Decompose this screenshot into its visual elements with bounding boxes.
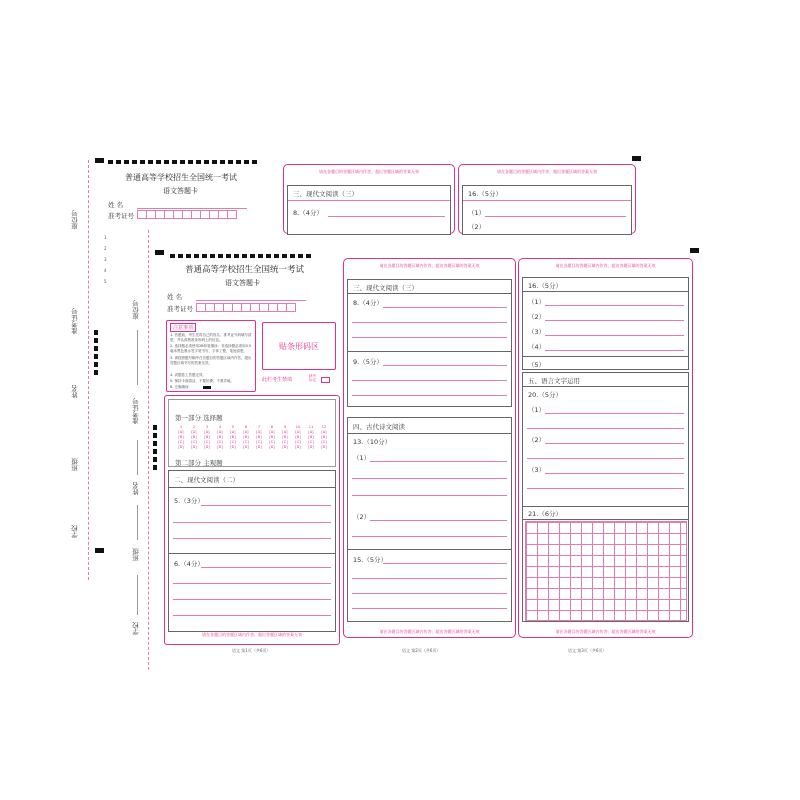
back-side-dashes bbox=[94, 330, 98, 375]
notes-item-3: 3. 请按照题号顺序在各题目的答题区域内作答，超出答题区域书写的答案无效。 bbox=[170, 356, 252, 365]
choice-bubble-12-d[interactable]: [D] bbox=[321, 445, 327, 449]
choice-bubble-8-b[interactable]: [B] bbox=[269, 435, 275, 439]
front-top-dashes bbox=[170, 254, 312, 258]
choice-bubble-2-b[interactable]: [B] bbox=[191, 435, 197, 439]
classical-title: 四、古代诗文阅读 bbox=[353, 423, 405, 431]
choice-bubble-9-a[interactable]: [A] bbox=[282, 430, 288, 434]
subjective-title: 第二部分 主观题 bbox=[175, 459, 223, 467]
q5-answer-line[interactable] bbox=[201, 505, 331, 506]
back-name-line bbox=[137, 208, 247, 209]
filled-mark-sample bbox=[203, 386, 211, 389]
front-corner-mark-tr bbox=[690, 248, 699, 253]
side-fill-line-2 bbox=[137, 440, 138, 475]
front-side-dashes bbox=[153, 425, 157, 470]
choice-title: 第一部分 选择题 bbox=[175, 414, 223, 422]
absent-mark-label: 缺考标记 bbox=[309, 374, 316, 382]
choice-bubble-8-c[interactable]: [C] bbox=[269, 440, 275, 444]
modern2-title: 二、现代文阅读（二） bbox=[174, 476, 239, 484]
choice-number: 3 bbox=[205, 425, 209, 429]
choice-number: 10 bbox=[295, 425, 301, 429]
footer-page-3: 语文 第3页（共6页） bbox=[568, 648, 607, 653]
choice-bubble-5-a[interactable]: [A] bbox=[230, 430, 236, 434]
choice-column-1 bbox=[175, 425, 187, 450]
back-q16: 16.（5分） bbox=[468, 190, 502, 198]
choice-number: 11 bbox=[308, 425, 314, 429]
choice-bubble-7-d[interactable]: [D] bbox=[256, 445, 262, 449]
q-section-modern3 bbox=[347, 279, 512, 407]
choice-bubble-10-a[interactable]: [A] bbox=[295, 430, 301, 434]
q16-5-label: （5） bbox=[528, 361, 546, 369]
q-section-language bbox=[522, 372, 689, 622]
choice-bubble-1-c[interactable]: [C] bbox=[178, 440, 184, 444]
choice-bubble-10-c[interactable]: [C] bbox=[295, 440, 301, 444]
choice-bubble-4-d[interactable]: [D] bbox=[217, 445, 223, 449]
choice-bubble-11-d[interactable]: [D] bbox=[308, 445, 314, 449]
q16-3-label: （3） bbox=[528, 328, 546, 336]
id-label: 准考证号 bbox=[167, 305, 193, 313]
choice-number: 9 bbox=[283, 425, 287, 429]
notes-item-1: 1. 答题前，考生先将自己的姓名、准考证号码填写清楚，并认真核准条形码上的信息。 bbox=[170, 333, 252, 342]
choice-bubble-6-b[interactable]: [B] bbox=[243, 435, 249, 439]
choice-bubble-9-c[interactable]: [C] bbox=[282, 440, 288, 444]
absent-label: 此栏考生禁填 bbox=[262, 377, 293, 383]
choice-bubble-3-c[interactable]: [C] bbox=[204, 440, 210, 444]
choice-bubble-6-c[interactable]: [C] bbox=[243, 440, 249, 444]
side-fill-line-4 bbox=[137, 575, 138, 615]
q9-answer-line[interactable] bbox=[383, 365, 507, 366]
back-col2-note: 请在各题目的答题区域内作答，超出答题区域的答案无效 bbox=[319, 169, 419, 174]
choice-bubble-4-c[interactable]: [C] bbox=[217, 440, 223, 444]
q9-label: 9.（5分） bbox=[353, 358, 383, 366]
back-side-seat: 座位号 bbox=[71, 210, 79, 230]
choice-column-11 bbox=[305, 425, 317, 450]
choice-column-10 bbox=[292, 425, 304, 450]
q20-1-label: （1） bbox=[528, 406, 546, 414]
footer-page-1: 语文 第1页（共6页） bbox=[232, 648, 271, 653]
notes-item-4: 4. 试题卷上答题无效。 bbox=[170, 373, 206, 377]
back-card-title: 语文答题卡 bbox=[163, 187, 198, 195]
choice-bubble-3-d[interactable]: [D] bbox=[204, 445, 210, 449]
choice-bubble-1-a[interactable]: [A] bbox=[178, 430, 184, 434]
q15-label: 15.（5分） bbox=[353, 556, 387, 564]
choice-bubble-11-a[interactable]: [A] bbox=[308, 430, 314, 434]
choice-number: 8 bbox=[270, 425, 274, 429]
q6-label: 6.（4分） bbox=[174, 560, 204, 568]
back-q-modern3: 三、现代文阅读（三） bbox=[293, 190, 358, 198]
choice-bubble-9-d[interactable]: [D] bbox=[282, 445, 288, 449]
choice-bubble-6-d[interactable]: [D] bbox=[243, 445, 249, 449]
choice-column-9 bbox=[279, 425, 291, 450]
choice-number: 12 bbox=[321, 425, 327, 429]
footer-page-2: 语文 第2页（共6页） bbox=[402, 648, 441, 653]
choice-bubble-grid bbox=[175, 425, 335, 461]
back-exam-title: 普通高等学校招生全国统一考试 bbox=[125, 173, 237, 182]
back-side-school: 学校 bbox=[71, 525, 79, 538]
choice-bubble-12-b[interactable]: [B] bbox=[321, 435, 327, 439]
front-sheet-fold-line bbox=[148, 230, 149, 670]
choice-bubble-11-b[interactable]: [B] bbox=[308, 435, 314, 439]
q15-answer-line[interactable] bbox=[383, 563, 507, 564]
choice-bubble-1-d[interactable]: [D] bbox=[178, 445, 184, 449]
col1-bottom-note: 请在各题目的答题区域内作答，超出答题区域的答案无效 bbox=[202, 632, 302, 637]
back-corner-mark-tl bbox=[95, 158, 104, 163]
notes-item-6: 6. 正确填涂 bbox=[170, 385, 189, 389]
back-id-cells bbox=[137, 210, 236, 219]
back-side-class: 班级 bbox=[71, 458, 79, 471]
name-label: 姓 名 bbox=[167, 293, 183, 301]
back-col3-box bbox=[458, 164, 636, 234]
choice-bubble-7-a[interactable]: [A] bbox=[256, 430, 262, 434]
choice-bubble-10-b[interactable]: [B] bbox=[295, 435, 301, 439]
q20-3-label: （3） bbox=[528, 466, 546, 474]
q16-label: 16.（5分） bbox=[528, 282, 562, 290]
choice-bubble-7-c[interactable]: [C] bbox=[256, 440, 262, 444]
q21-label: 21.（6分） bbox=[528, 510, 562, 518]
choice-bubble-7-b[interactable]: [B] bbox=[256, 435, 262, 439]
back-col2-inner bbox=[287, 185, 451, 235]
col2-top-note: 请在各题目的答题区域内作答，超出答题区域的答案无效 bbox=[379, 263, 480, 268]
q-section-modern2 bbox=[168, 470, 336, 632]
back-id-label: 准考证号 bbox=[108, 212, 134, 220]
modern3-title: 三、现代文阅读（三） bbox=[353, 284, 418, 292]
language-title: 五、语言文字运用 bbox=[528, 377, 580, 385]
side-label-seat-no: 座位号 bbox=[132, 300, 140, 320]
back-top-dashes bbox=[108, 160, 258, 164]
q6-answer-line[interactable] bbox=[201, 567, 331, 568]
q13-1-label: （1） bbox=[353, 454, 371, 462]
choice-bubble-5-b[interactable]: [B] bbox=[230, 435, 236, 439]
choice-bubble-12-a[interactable]: [A] bbox=[321, 430, 327, 434]
q13-label: 13.（10分） bbox=[353, 438, 392, 446]
back-corner-mark-tr bbox=[632, 156, 641, 161]
front-corner-mark-tl bbox=[155, 250, 164, 255]
choice-bubble-6-a[interactable]: [A] bbox=[243, 430, 249, 434]
choice-bubble-4-b[interactable]: [B] bbox=[217, 435, 223, 439]
choice-number: 7 bbox=[257, 425, 261, 429]
side-label-school: 学校 bbox=[132, 622, 140, 635]
q13-2-answer-line[interactable] bbox=[370, 520, 507, 521]
back-sheet-fold-line bbox=[88, 160, 89, 580]
choice-column-2 bbox=[188, 425, 200, 450]
back-side-ticket: 准考证号 bbox=[71, 308, 79, 334]
choice-bubble-4-a[interactable]: [A] bbox=[217, 430, 223, 434]
barcode-area bbox=[262, 322, 336, 370]
choice-bubble-8-a[interactable]: [A] bbox=[269, 430, 275, 434]
choice-bubble-11-c[interactable]: [C] bbox=[308, 440, 314, 444]
q16-1-label: （1） bbox=[528, 298, 546, 306]
choice-bubble-5-d[interactable]: [D] bbox=[230, 445, 236, 449]
back-name-label: 姓 名 bbox=[108, 201, 124, 209]
col2-answer-box bbox=[343, 258, 516, 638]
q20-2-label: （2） bbox=[528, 436, 546, 444]
exam-title: 普通高等学校招生全国统一考试 bbox=[185, 265, 305, 275]
col3-answer-box bbox=[518, 258, 693, 638]
choice-column-7 bbox=[253, 425, 265, 450]
choice-column-4 bbox=[214, 425, 226, 450]
q20-label: 20.（5分） bbox=[528, 391, 562, 399]
back-side-name: 姓名 bbox=[71, 385, 79, 398]
side-label-name: 姓名 bbox=[132, 482, 140, 495]
choice-bubble-2-a[interactable]: [A] bbox=[191, 430, 197, 434]
choice-bubble-12-c[interactable]: [C] bbox=[321, 440, 327, 444]
notes-title: 注意事项 bbox=[170, 323, 196, 332]
back-col3-inner bbox=[462, 185, 632, 235]
choice-number: 4 bbox=[218, 425, 222, 429]
notes-item-5: 5. 保持卡面清洁，不要折叠、不要弄破。 bbox=[170, 379, 234, 383]
col2-bottom-note: 请在各题目的答题区域内作答，超出答题区域的答案无效 bbox=[379, 629, 480, 634]
q16-2-label: （2） bbox=[528, 313, 546, 321]
choice-bubble-3-b[interactable]: [B] bbox=[204, 435, 210, 439]
side-label-class: 班级 bbox=[132, 548, 140, 561]
notes-item-2: 2. 选择题必须使用2B铅笔填涂；非选择题必须用0.5毫米黑色墨水签字笔书写，字体工整，笔迹清楚。 bbox=[170, 344, 252, 353]
choice-section bbox=[168, 399, 336, 467]
notes-box bbox=[166, 320, 256, 392]
q-section-16 bbox=[522, 277, 689, 370]
q16-4-label: （4） bbox=[528, 343, 546, 351]
back-col2-box bbox=[283, 164, 455, 234]
choice-bubble-2-d[interactable]: [D] bbox=[191, 445, 197, 449]
choice-bubble-3-a[interactable]: [A] bbox=[204, 430, 210, 434]
col3-bottom-note: 请在各题目的答题区域内作答，超出答题区域的答案无效 bbox=[555, 629, 656, 634]
q5-label: 5.（3分） bbox=[174, 497, 204, 505]
back-notes-strip: 1 2 3 4 5 bbox=[104, 235, 107, 284]
choice-number: 2 bbox=[192, 425, 196, 429]
col1-answer-box bbox=[164, 395, 340, 645]
q8-answer-line[interactable] bbox=[383, 307, 507, 308]
back-col3-note: 请在各题目的答题区域内作答，超出答题区域的答案无效 bbox=[497, 169, 597, 174]
q21-writing-grid[interactable] bbox=[525, 521, 687, 621]
choice-bubble-8-d[interactable]: [D] bbox=[269, 445, 275, 449]
q13-2-label: （2） bbox=[353, 513, 371, 521]
choice-number: 1 bbox=[179, 425, 183, 429]
choice-column-8 bbox=[266, 425, 278, 450]
q13-1-answer-line[interactable] bbox=[370, 461, 507, 462]
choice-bubble-2-c[interactable]: [C] bbox=[191, 440, 197, 444]
choice-bubble-1-b[interactable]: [B] bbox=[178, 435, 184, 439]
choice-column-12 bbox=[318, 425, 330, 450]
card-title: 语文答题卡 bbox=[225, 279, 260, 287]
q-section-classical bbox=[347, 417, 512, 622]
choice-bubble-9-b[interactable]: [B] bbox=[282, 435, 288, 439]
id-number-cells[interactable] bbox=[196, 303, 295, 312]
back-q16-2: （2） bbox=[468, 223, 486, 231]
choice-column-5 bbox=[227, 425, 239, 450]
side-fill-line-3 bbox=[137, 505, 138, 540]
choice-bubble-5-c[interactable]: [C] bbox=[230, 440, 236, 444]
back-corner-mark-bl bbox=[95, 548, 104, 553]
choice-bubble-10-d[interactable]: [D] bbox=[295, 445, 301, 449]
name-field-line[interactable] bbox=[196, 300, 306, 301]
q8-label: 8.（4分） bbox=[353, 299, 383, 307]
choice-number: 6 bbox=[244, 425, 248, 429]
choice-column-6 bbox=[240, 425, 252, 450]
side-label-ticket-no: 准考证号 bbox=[132, 398, 140, 424]
barcode-label: 贴条形码区 bbox=[279, 342, 319, 351]
choice-column-3 bbox=[201, 425, 213, 450]
back-q16-1: （1） bbox=[468, 209, 486, 217]
side-fill-line-1 bbox=[137, 330, 138, 385]
absent-mark-box[interactable] bbox=[321, 377, 330, 383]
choice-number: 5 bbox=[231, 425, 235, 429]
col3-top-note: 请在各题目的答题区域内作答，超出答题区域的答案无效 bbox=[555, 263, 656, 268]
back-q8: 8.（4分） bbox=[293, 209, 323, 217]
